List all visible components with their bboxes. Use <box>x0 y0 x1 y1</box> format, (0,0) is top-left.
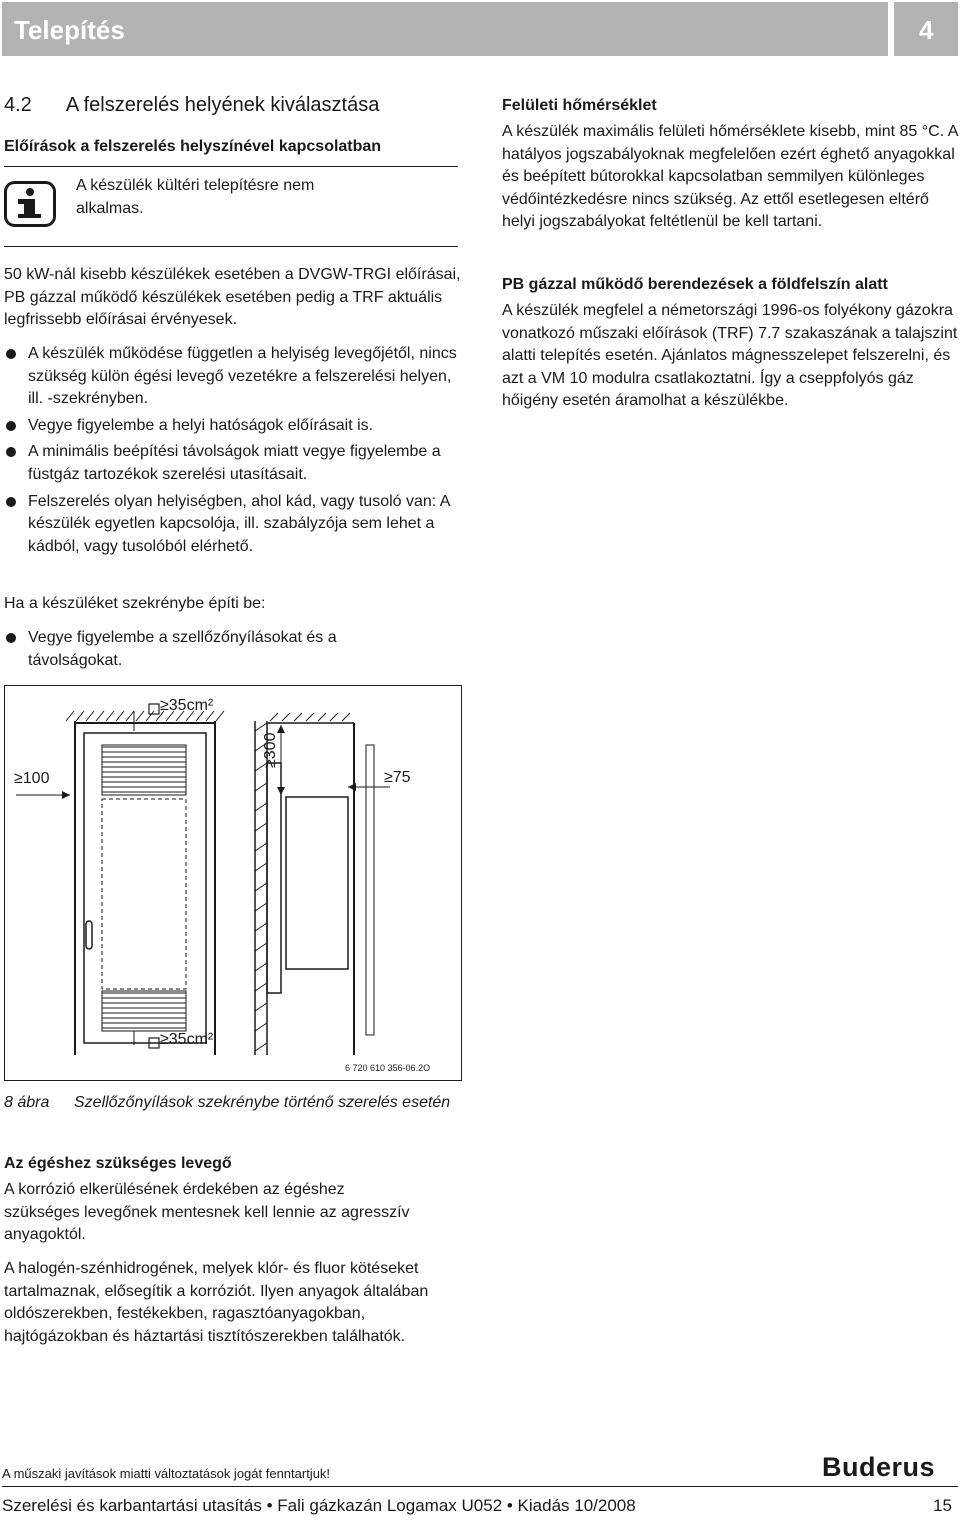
distance-left-label: ≥100 <box>14 770 50 787</box>
vent-bottom-label: ≥35cm² <box>160 1031 214 1048</box>
surface-temp-text: A készülék maximális felületi hőmérséklete kisebb, mint 85 °C. A hatályos jogszabályoknak megfelelően ezért éghető anyagokkal és beépített bútorokkal kapcsolatban semmilyen különleges védőintézkedésre nincs szükség. Az ettől esetlegesen eltérő helyi jogszabályokat feltétlenül be kell tartani. <box>502 123 958 231</box>
footer-document-info: Szerelési és karbantartási utasítás • Fali gázkazán Logamax U052 • Kiadás 10/2008 <box>2 1496 636 1515</box>
divider <box>4 166 458 167</box>
lpg-text: A készülék megfelel a németországi 1996-os folyékony gázokra vonatkozó műszaki előírások (TRF) 7.7 szakaszának a talajszint alatti telepítés esetén. Ajánlatos mágnesszelepet felszerelni, és azt a VM 10 modulra csatlakoztatni. Így a cseppfolyós gáz hőigény esetén áramolhat a készülékbe. <box>502 302 958 410</box>
distance-top-label: ≥300 <box>262 732 279 768</box>
cabinet-intro: Ha a készüléket szekrénybe építi be: <box>4 595 266 612</box>
info-note-text: A készülék kültéri telepítésre nem alkalmas. <box>76 177 315 217</box>
info-icon <box>4 181 56 227</box>
combustion-air-paragraph-1: A korrózió elkerülésének érdekében az égéshez szükséges levegőnek mentesnek kell lennie az agresszív anyagoktól. <box>4 1181 410 1244</box>
header-title-bar <box>2 2 888 56</box>
figure-code: 6 720 610 356-06.2O <box>345 1063 431 1073</box>
combustion-air-paragraph-2: A halogén-szénhidrogének, melyek klór- és fluor kötéseket tartalmaznak, elősegítik a korróziót. Ilyen anyagok általában oldószerekben, festékekben, ragasztóanyagokban, hajtógázokban és háztartási tisztítószerekben találhatók. <box>4 1260 429 1345</box>
figure-caption-text: Szellőzőnyílások szekrénybe történő szerelés esetén <box>74 1094 451 1111</box>
list-item: A készülék működése független a helyiség levegőjétől, nincs szükség külön égési levegő vezetékre a felszerelési helyen, ill. -szekrényben. <box>4 343 464 411</box>
header-title: Telepítés <box>14 15 125 45</box>
list-item: Vegye figyelembe a szellőzőnyílásokat és a távolságokat. <box>4 627 424 672</box>
list-item: A minimális beépítési távolságok miatt vegye figyelembe a füstgáz tartozékok szerelési utasításait. <box>4 441 464 486</box>
regulations-heading: Előírások a felszerelés helyszínével kapcsolatban <box>4 138 382 155</box>
list-item: Vegye figyelembe a helyi hatóságok előírásait is. <box>4 415 464 438</box>
surface-temp-heading: Felületi hőmérséklet <box>502 97 657 114</box>
section-title: A felszerelés helyének kiválasztása <box>65 94 380 116</box>
section-heading <box>4 94 379 117</box>
lpg-heading: PB gázzal működő berendezések a földfelszín alatt <box>502 276 888 293</box>
combustion-air-heading: Az égéshez szükséges levegő <box>4 1155 232 1172</box>
figure-caption-number: 8 ábra <box>4 1094 50 1111</box>
page-number: 15 <box>933 1496 952 1515</box>
ventilation-diagram <box>4 685 462 1081</box>
footer-divider <box>2 1486 958 1487</box>
cabinet-bullet-list <box>4 627 424 676</box>
header-chapter-bar <box>894 2 958 56</box>
divider <box>4 246 458 247</box>
regulations-intro: 50 kW-nál kisebb készülékek esetében a DVGW-TRGI előírásai, PB gázzal működő készülékek esetében pedig a TRF aktuális legfrissebb előírásai érvényesek. <box>4 266 461 329</box>
list-item: Felszerelés olyan helyiségben, ahol kád, vagy tusoló van: A készülék egyetlen kapcsolója, ill. szabályzója sem lehet a kádból, vagy tusolóból elérhető. <box>4 491 464 559</box>
vent-top-label: ≥35cm² <box>160 697 214 714</box>
footer-disclaimer: A műszaki javítások miatti változtatások jogát fenntartjuk! <box>2 1466 331 1481</box>
regulations-bullet-list <box>4 343 464 562</box>
section-number: 4.2 <box>4 94 32 116</box>
header-chapter-number: 4 <box>919 15 934 45</box>
distance-front-label: ≥75 <box>384 769 411 786</box>
buderus-logo: Buderus <box>822 1452 936 1482</box>
